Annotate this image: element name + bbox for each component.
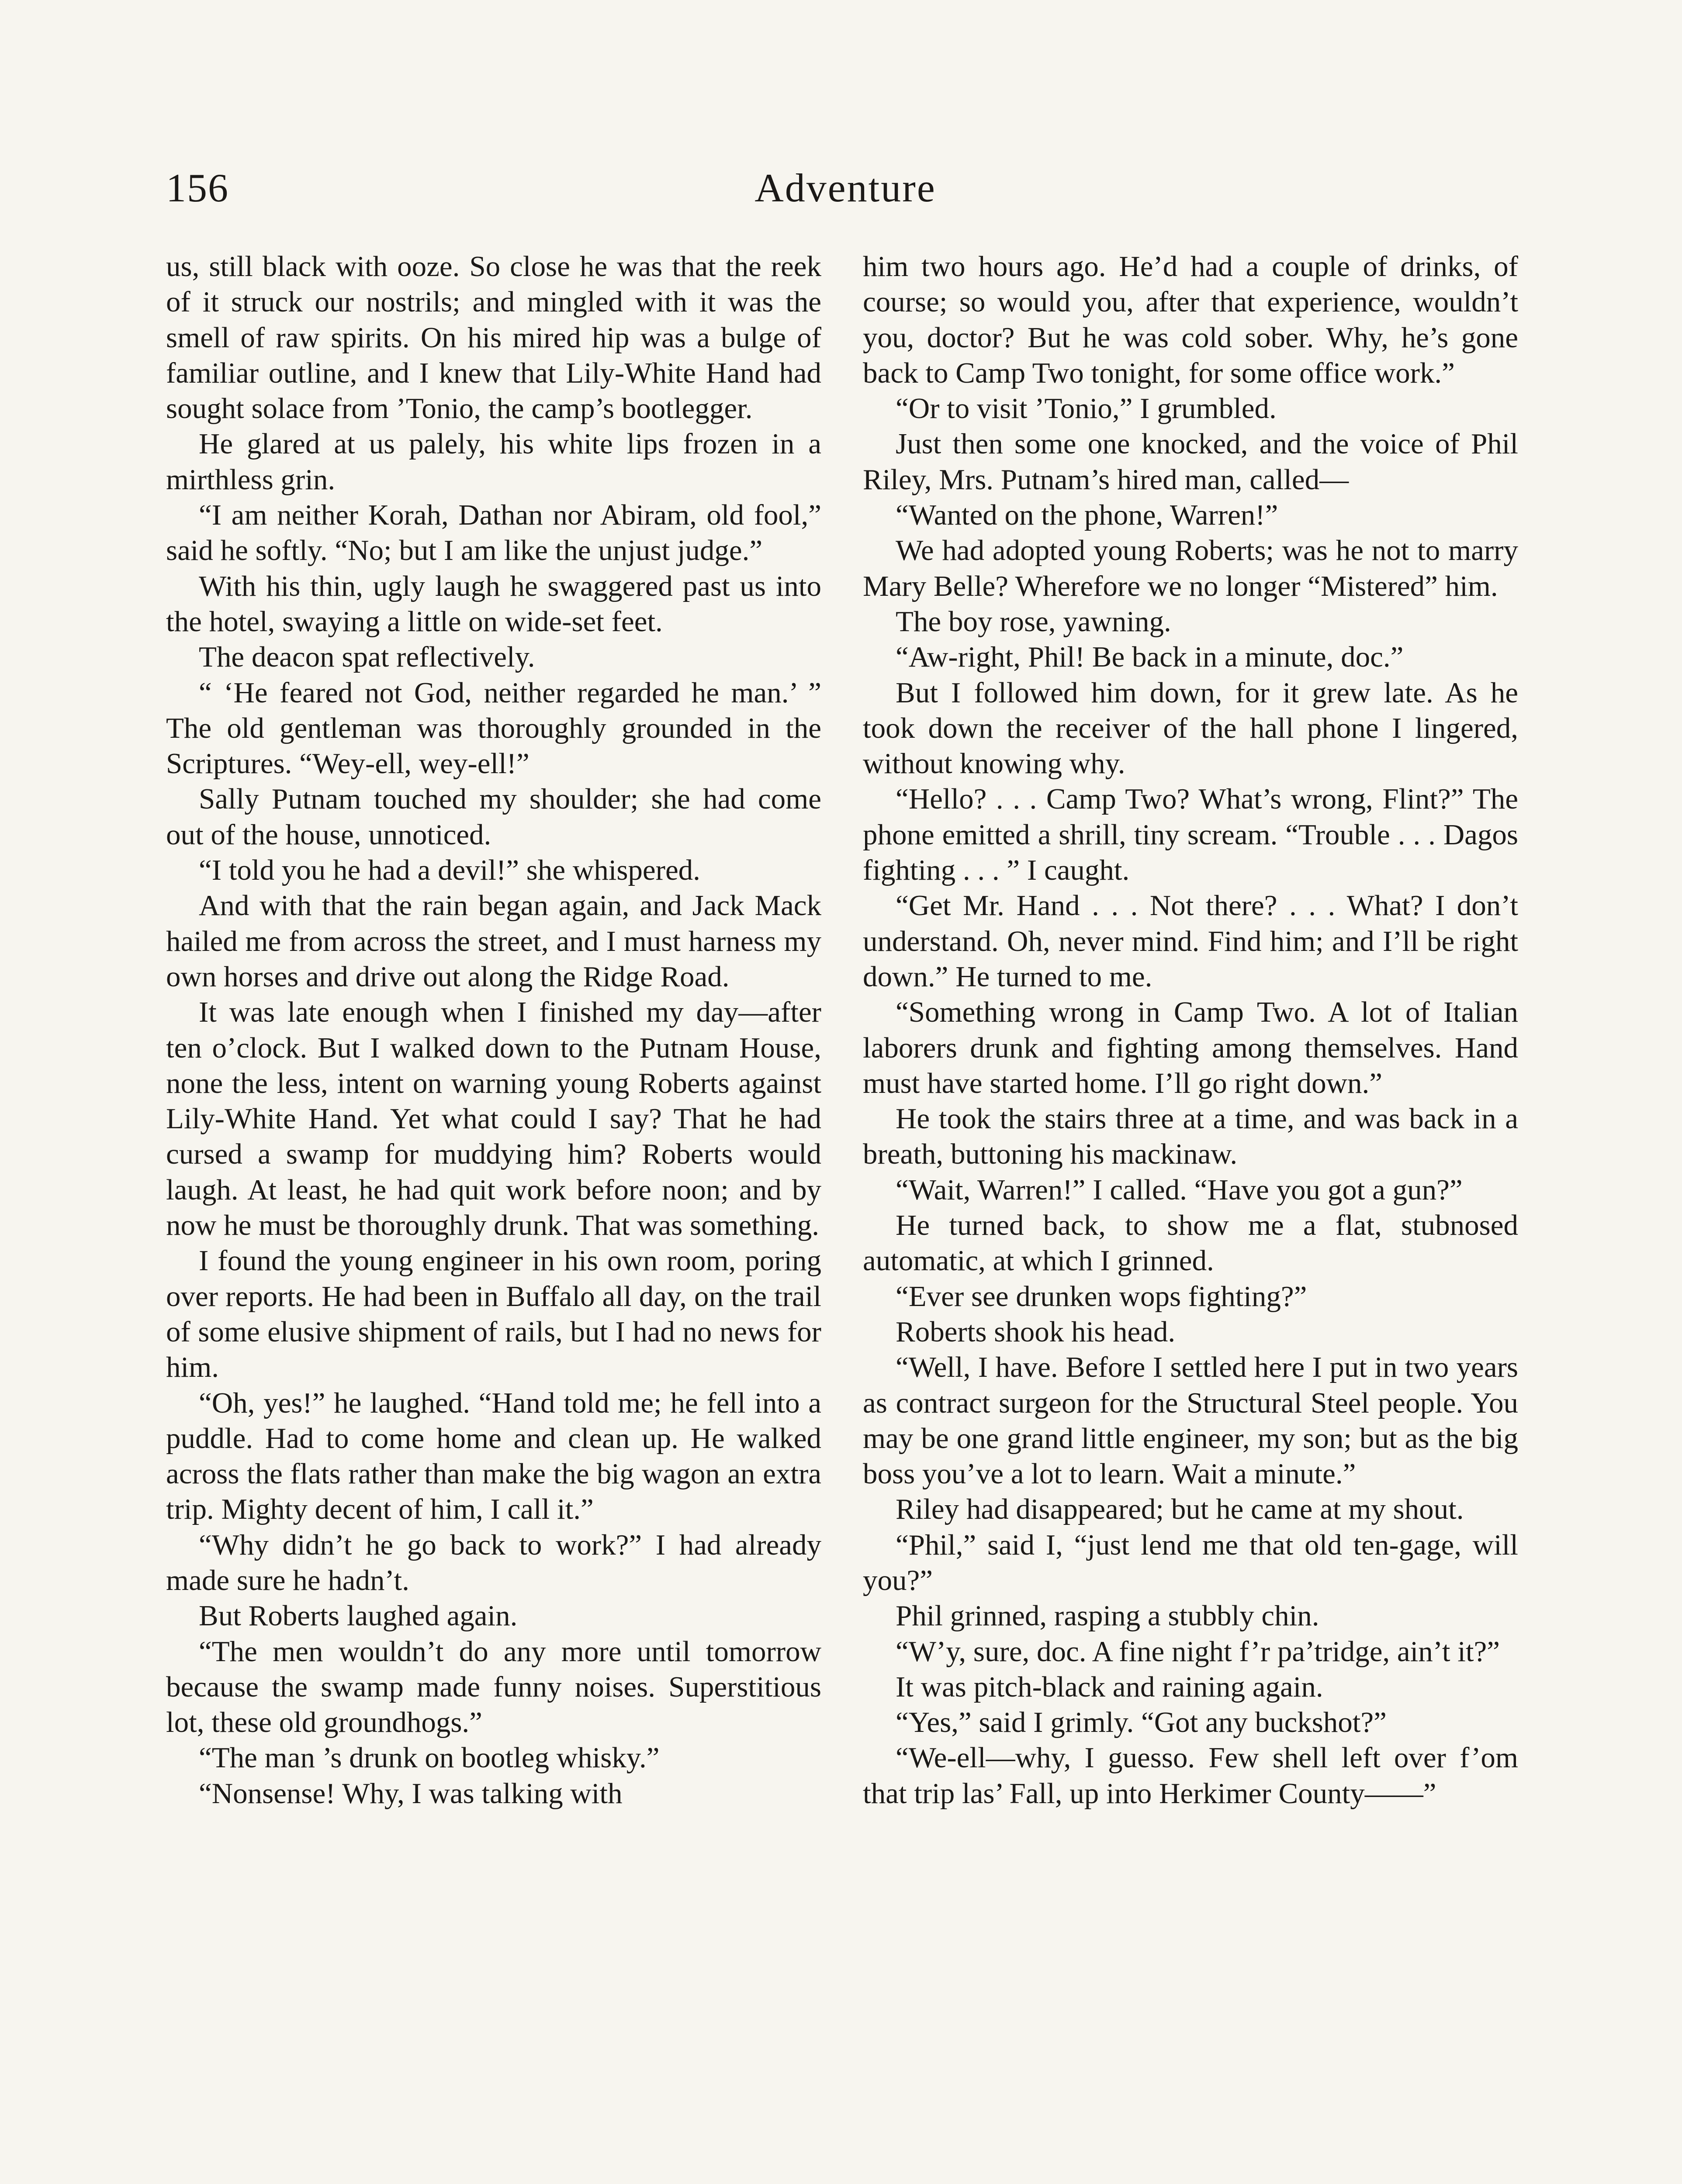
paragraph: And with that the rain began again, and Jack Mack hailed me from across the street, and I must harness my own horses and drive out along the Ridge Road. <box>166 889 821 993</box>
paragraph: “Why didn’t he go back to work?” I had already made sure he hadn’t. <box>166 1528 821 1597</box>
paragraph: “Aw-right, Phil! Be back in a minute, doc.” <box>896 641 1404 674</box>
paragraph: With his thin, ugly laugh he swaggered past us into the hotel, swaying a little on wide-set feet. <box>166 570 821 638</box>
paragraph: He turned back, to show me a flat, stubnosed automatic, at which I grinned. <box>863 1209 1518 1277</box>
page-number: 156 <box>166 166 229 210</box>
paragraph: Sally Putnam touched my shoulder; she had come out of the house, unnoticed. <box>166 783 821 851</box>
paragraph: It was pitch-black and raining again. <box>896 1670 1323 1703</box>
paragraph: him two hours ago. He’d had a couple of drinks, of course; so would you, after that experience, wouldn’t you, doctor? But he was cold sober. Why, he’s gone back to Camp Two tonight, for some office work.” <box>863 250 1518 389</box>
paragraph: “The men wouldn’t do any more until tomorrow because the swamp made funny noises. Superstitious lot, these old groundhogs.” <box>166 1635 821 1739</box>
paragraph: “ ‘He feared not God, neither regarded he man.’ ” The old gentleman was thoroughly grounded in the Scriptures. “Wey-ell, wey-ell!” <box>166 676 821 780</box>
paragraph: us, still black with ooze. So close he was that the reek of it struck our nostrils; and mingled with it was the smell of raw spirits. On his mired hip was a bulge of familiar outline, and I knew that Lily-White Hand had sought solace from ’Tonio, the camp’s bootlegger. <box>166 250 821 425</box>
paragraph: “Yes,” said I grimly. “Got any buckshot?” <box>896 1706 1387 1739</box>
paragraph: We had adopted young Roberts; was he not to marry Mary Belle? Wherefore we no longer “Mistered” him. <box>863 534 1518 602</box>
running-title: Adventure <box>754 166 936 210</box>
paragraph: I found the young engineer in his own room, poring over reports. He had been in Buffalo all day, on the trail of some elusive shipment of rails, but I had no news for him. <box>166 1244 821 1384</box>
paragraph: But I followed him down, for it grew late. As he took down the receiver of the hall phone I lingered, without knowing why. <box>863 676 1518 780</box>
paragraph: The boy rose, yawning. <box>896 605 1171 638</box>
paragraph: But Roberts laughed again. <box>199 1600 518 1632</box>
paragraph: “Phil,” said I, “just lend me that old ten-gage, will you?” <box>863 1528 1518 1597</box>
paragraph: Just then some one knocked, and the voice of Phil Riley, Mrs. Putnam’s hired man, called— <box>863 428 1518 496</box>
paragraph: “Wait, Warren!” I called. “Have you got a gun?” <box>896 1173 1463 1206</box>
paragraph: It was late enough when I finished my day—after ten o’clock. But I walked down to the Putnam House, none the less, intent on warning young Roberts against Lily-White Hand. Yet what could I say? That he had cursed a swamp for muddying him? Roberts would laugh. At least, he had quit work before noon; and by now he must be thoroughly drunk. That was something. <box>166 996 821 1242</box>
paragraph: “Or to visit ’Tonio,” I grumbled. <box>896 392 1277 425</box>
paragraph: “I told you he had a devil!” she whispered. <box>199 854 700 887</box>
paragraph: “Get Mr. Hand . . . Not there? . . . What? I don’t understand. Oh, never mind. Find him; and I’ll be right down.” He turned to me. <box>863 889 1518 993</box>
paragraph: “We-ell—why, I guesso. Few shell left over f’om that trip las’ Fall, up into Herkimer County——” <box>863 1742 1518 1810</box>
paragraph: “Oh, yes!” he laughed. “Hand told me; he fell into a puddle. Had to come home and clean up. He walked across the flats rather than make the big wagon an extra trip. Mighty decent of him, I call it.” <box>166 1386 821 1526</box>
paragraph: “Wanted on the phone, Warren!” <box>896 499 1278 532</box>
paragraph: “I am neither Korah, Dathan nor Abiram, old fool,” said he softly. “No; but I am like the unjust judge.” <box>166 499 821 567</box>
paragraph: He took the stairs three at a time, and was back in a breath, buttoning his mackinaw. <box>863 1102 1518 1171</box>
paragraph: “Something wrong in Camp Two. A lot of Italian laborers drunk and fighting among themselves. Hand must have started home. I’ll go right down.” <box>863 996 1518 1099</box>
paragraph: “Well, I have. Before I settled here I put in two years as contract surgeon for the Structural Steel people. You may be one grand little engineer, my son; but as the big boss you’ve a lot to learn. Wait a minute.” <box>863 1351 1518 1490</box>
paragraph: Roberts shook his head. <box>896 1315 1176 1348</box>
paragraph: Riley had disappeared; but he came at my shout. <box>896 1493 1464 1526</box>
paragraph: “Nonsense! Why, I was talking with <box>199 1777 623 1810</box>
left-column <box>166 249 821 1811</box>
right-column <box>863 249 1518 1811</box>
paragraph: The deacon spat reflectively. <box>199 641 535 674</box>
paragraph: “The man ’s drunk on bootleg whisky.” <box>199 1742 660 1774</box>
paragraph: “Ever see drunken wops fighting?” <box>896 1280 1307 1313</box>
running-head <box>166 159 1525 216</box>
paragraph: “W’y, sure, doc. A fine night f’r pa’tridge, ain’t it?” <box>896 1635 1500 1668</box>
paragraph: Phil grinned, rasping a stubbly chin. <box>896 1600 1319 1632</box>
paragraph: “Hello? . . . Camp Two? What’s wrong, Flint?” The phone emitted a shrill, tiny scream. “Trouble . . . Dagos fighting . . . ” I caught. <box>863 783 1518 887</box>
paragraph: He glared at us palely, his white lips frozen in a mirthless grin. <box>166 428 821 496</box>
